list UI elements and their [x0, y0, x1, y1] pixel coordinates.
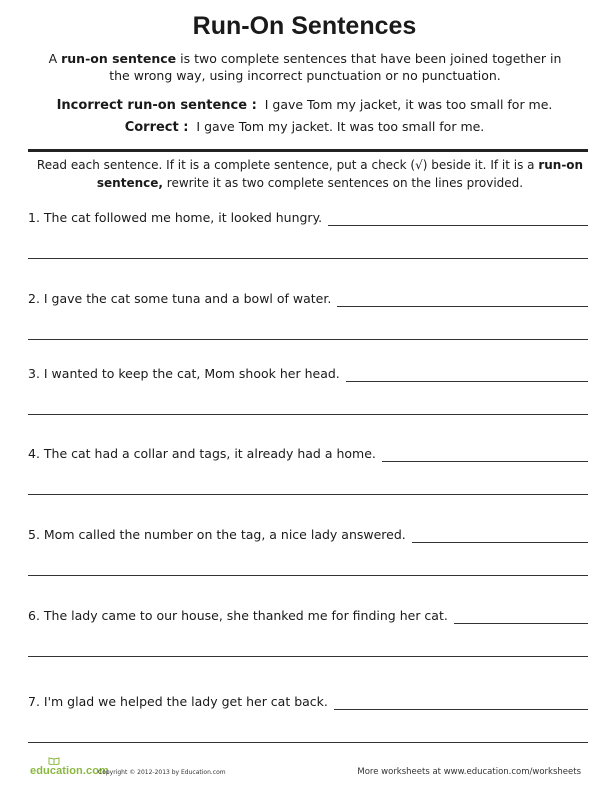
definition-text [40, 50, 570, 84]
answer-line[interactable] [328, 211, 588, 226]
incorrect-example [0, 97, 609, 113]
answer-line[interactable] [334, 695, 588, 710]
correct-example-text: I gave Tom my jacket. It was too small for me. [196, 119, 485, 134]
answer-line[interactable] [382, 447, 588, 462]
answer-line[interactable] [412, 528, 588, 543]
correct-example [0, 119, 609, 135]
answer-line[interactable] [346, 367, 588, 382]
book-icon [48, 756, 60, 765]
question-item-2 [28, 289, 588, 307]
question-item-5 [28, 525, 588, 543]
section-divider [28, 149, 588, 152]
worksheet-title: Run-On Sentences [192, 12, 417, 40]
incorrect-example-text: I gave Tom my jacket, it was too small for me. [264, 97, 553, 112]
instructions-term: run-on sentence, [96, 158, 584, 190]
question-item-7 [28, 692, 588, 710]
answer-line[interactable] [28, 414, 588, 415]
incorrect-example-label: Incorrect run-on sentence : [56, 98, 257, 113]
question-item-1 [28, 208, 588, 226]
question-text: 6. The lady came to our house, she thanked me for finding her cat. [28, 608, 448, 623]
answer-line[interactable] [28, 575, 588, 576]
question-item-3 [28, 364, 588, 382]
question-item-6 [28, 606, 588, 624]
answer-line[interactable] [28, 339, 588, 340]
answer-line[interactable] [28, 656, 588, 657]
answer-line[interactable] [28, 742, 588, 743]
question-item-4 [28, 444, 588, 462]
instructions-text [30, 156, 590, 192]
definition-term: run-on sentence [61, 51, 177, 66]
copyright-text: Copyright © 2012-2013 by Education.com [98, 769, 226, 776]
question-text: 2. I gave the cat some tuna and a bowl of water. [28, 291, 332, 306]
instructions-part1: Read each sentence. If it is a complete sentence, put a check (√) beside it. If it is a [36, 158, 539, 172]
question-text: 1. The cat followed me home, it looked hungry. [28, 210, 323, 225]
correct-example-label: Correct : [124, 120, 189, 135]
logo-text: education.com [30, 765, 109, 777]
definition-after: is two complete sentences that have been joined together in the wrong way, using incorrect punctuation or no punctuation. [109, 51, 562, 83]
answer-line[interactable] [28, 258, 588, 259]
more-worksheets-link[interactable]: More worksheets at www.education.com/worksheets [357, 767, 581, 777]
answer-line[interactable] [28, 494, 588, 495]
question-text: 3. I wanted to keep the cat, Mom shook her head. [28, 366, 340, 381]
question-text: 7. I'm glad we helped the lady get her cat back. [28, 694, 328, 709]
answer-line[interactable] [337, 292, 588, 307]
answer-line[interactable] [454, 609, 588, 624]
question-text: 5. Mom called the number on the tag, a nice lady answered. [28, 527, 406, 542]
question-text: 4. The cat had a collar and tags, it already had a home. [28, 446, 376, 461]
instructions-part2: rewrite it as two complete sentences on the lines provided. [162, 176, 524, 190]
definition-before: A [48, 51, 62, 66]
